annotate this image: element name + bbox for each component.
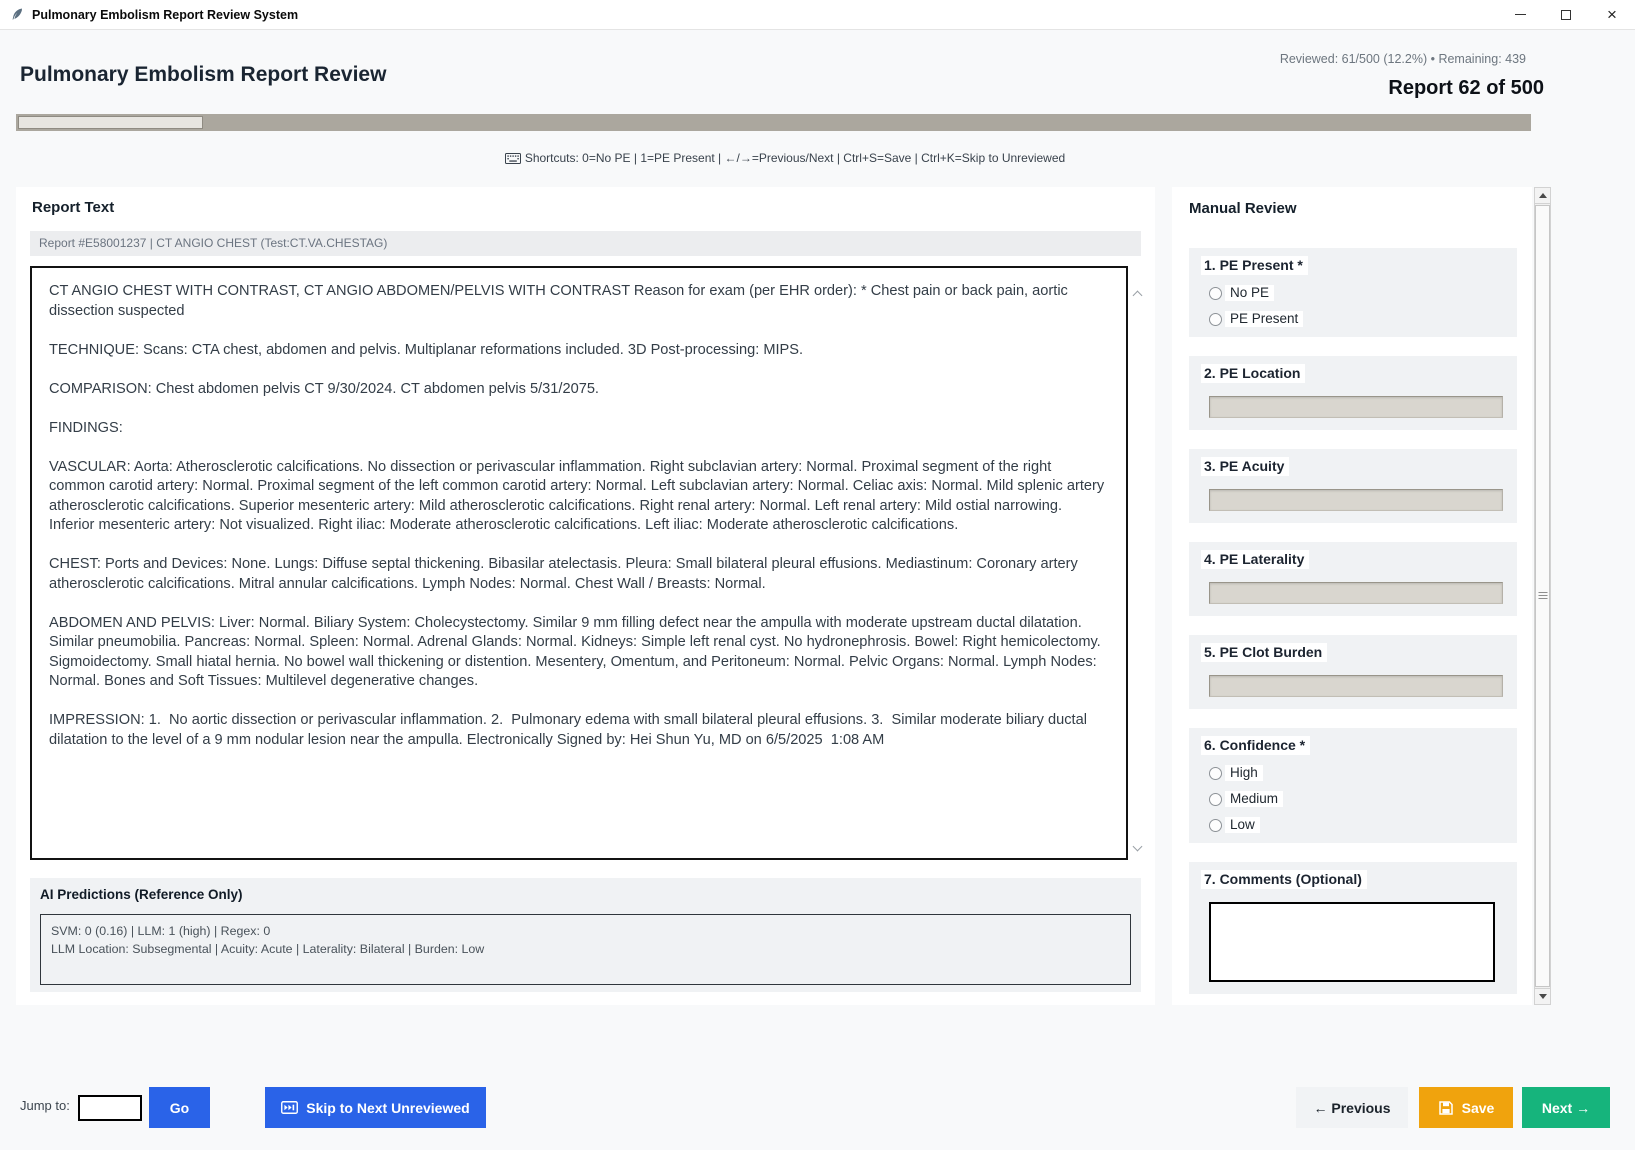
- section-label: 6. Confidence *: [1201, 736, 1310, 755]
- radio-icon[interactable]: [1209, 819, 1222, 832]
- keyboard-icon: [505, 153, 521, 164]
- section-pe-location: [1189, 356, 1517, 430]
- save-floppy-icon: [1438, 1100, 1454, 1116]
- go-button[interactable]: Go: [149, 1087, 210, 1128]
- report-panel: [16, 187, 1155, 1005]
- report-text-body[interactable]: [30, 266, 1128, 860]
- report-paragraph: CT ANGIO CHEST WITH CONTRAST, CT ANGIO ABDOMEN/PELVIS WITH CONTRAST Reason for exam (per EHR order): * Chest pain or back pain, aortic dissection suspected: [49, 283, 1072, 319]
- report-paragraph: FINDINGS:: [49, 419, 123, 436]
- section-pe-acuity: [1189, 449, 1517, 523]
- report-paragraph: COMPARISON: Chest abdomen pelvis CT 9/30/2024. CT abdomen pelvis 5/31/2075.: [49, 380, 599, 397]
- minimize-button[interactable]: [1497, 0, 1543, 29]
- maximize-button[interactable]: [1543, 0, 1589, 29]
- previous-button[interactable]: ← Previous: [1296, 1087, 1408, 1128]
- shortcuts-text: Shortcuts: 0=No PE | 1=PE Present | ←/→=Previous/Next | Ctrl+S=Save | Ctrl+K=Skip to Unreviewed: [524, 151, 1066, 165]
- scrollbar-up-button[interactable]: [1535, 188, 1550, 204]
- section-label: 4. PE Laterality: [1201, 550, 1309, 569]
- close-icon: ×: [1607, 5, 1617, 24]
- report-paragraph: TECHNIQUE: Scans: CTA chest, abdomen and pelvis. Multiplanar reformations included. 3D Post-processing: MIPS.: [49, 341, 804, 358]
- section-confidence: [1189, 728, 1517, 843]
- skip-to-next-unreviewed-button[interactable]: [265, 1087, 486, 1128]
- scrollbar-grip-icon: [1538, 592, 1547, 600]
- report-paragraph: CHEST: Ports and Devices: None. Lungs: Diffuse septal thickening. Bibasilar atelectasis. Pleura: Small bilateral pleural effusions. Mediastinum: Coronary artery atherosclerotic calcifications. Mitral annular calcifications. Lymph Nodes: Normal. Chest Wall / Breasts: Normal.: [49, 556, 1082, 592]
- section-pe-clot-burden: [1189, 635, 1517, 709]
- radio-option-high[interactable]: [1209, 765, 1505, 781]
- radio-label: Low: [1225, 817, 1260, 833]
- radio-option-medium[interactable]: [1209, 791, 1505, 807]
- manual-review-title: Manual Review: [1189, 200, 1297, 217]
- review-stats: Reviewed: 61/500 (12.2%) • Remaining: 439: [1279, 52, 1526, 66]
- window-title: Pulmonary Embolism Report Review System: [32, 7, 299, 22]
- report-counter: Report 62 of 500: [1388, 77, 1544, 99]
- scrollbar-down-button[interactable]: [1535, 988, 1550, 1004]
- radio-icon[interactable]: [1209, 313, 1222, 326]
- progress-bar-fill: [18, 116, 203, 129]
- radio-label: High: [1225, 765, 1263, 781]
- progress-bar: [16, 114, 1531, 131]
- ai-predictions-title: AI Predictions (Reference Only): [40, 887, 243, 902]
- scroll-down-icon[interactable]: [1133, 842, 1143, 852]
- radio-option-low[interactable]: [1209, 817, 1505, 833]
- jump-to-input[interactable]: [78, 1095, 142, 1121]
- radio-icon[interactable]: [1209, 767, 1222, 780]
- ai-predictions-box: [40, 914, 1131, 985]
- radio-label: No PE: [1225, 285, 1274, 301]
- skip-forward-icon: [281, 1101, 298, 1114]
- window-controls: [1497, 0, 1635, 29]
- section-label: 1. PE Present *: [1201, 256, 1308, 275]
- triangle-up-icon: [1539, 193, 1547, 198]
- ai-predictions-panel: [30, 878, 1141, 992]
- section-comments: [1189, 862, 1517, 994]
- section-label: 5. PE Clot Burden: [1201, 643, 1327, 662]
- pe-laterality-combobox[interactable]: [1209, 582, 1503, 604]
- scrollbar-thumb[interactable]: [1535, 205, 1550, 987]
- shortcuts-hint: [0, 151, 1570, 165]
- app-feather-icon: [10, 7, 24, 22]
- section-label: 7. Comments (Optional): [1201, 870, 1367, 889]
- section-pe-present: [1189, 248, 1517, 337]
- ai-prediction-line-1: SVM: 0 (0.16) | LLM: 1 (high) | Regex: 0: [51, 924, 271, 938]
- report-text-scrollbar[interactable]: [1130, 266, 1145, 860]
- report-paragraph: IMPRESSION: 1. No aortic dissection or perivascular inflammation. 2. Pulmonary edema with small bilateral pleural effusions. 3. Similar moderate biliary ductal dilatation to the level of a 9 mm nodular lesion near the ampulla. Electronically Signed by: Hei Shun Yu, MD on 6/5/2025 1:08 AM: [49, 712, 1092, 748]
- radio-label: Medium: [1225, 791, 1283, 807]
- report-paragraph: VASCULAR: Aorta: Atherosclerotic calcifications. No dissection or perivascular inflammation. Right subclavian artery: Normal. Proximal segment of the right common carotid artery: Normal. Proximal segment of the left common carotid artery: Normal. Left subclavian artery: Normal. Celiac axis: Normal. Mild splenic artery atherosclerotic calcifications. Superior mesenteric artery: Mild atherosclerotic calcifications. Right renal artery: Normal. Left renal artery: Mild ostial narrowing. Inferior mesenteric artery: Not visualized. Right iliac: Moderate atherosclerotic calcifications. Left iliac: Moderate atherosclerotic calcifications.: [49, 458, 1109, 533]
- next-button[interactable]: Next →: [1522, 1087, 1610, 1128]
- triangle-down-icon: [1539, 994, 1547, 999]
- minimize-icon: [1515, 14, 1526, 15]
- save-button-label: Save: [1461, 1099, 1495, 1116]
- report-meta-bar: Report #E58001237 | CT ANGIO CHEST (Test:CT.VA.CHESTAG): [30, 231, 1141, 256]
- section-pe-laterality: [1189, 542, 1517, 616]
- radio-icon[interactable]: [1209, 287, 1222, 300]
- ai-prediction-line-2: LLM Location: Subsegmental | Acuity: Acute | Laterality: Bilateral | Burden: Low: [51, 942, 485, 956]
- close-button[interactable]: [1589, 0, 1635, 29]
- manual-review-panel: [1172, 187, 1532, 1005]
- scroll-up-icon[interactable]: [1133, 291, 1143, 301]
- radio-label: PE Present: [1225, 311, 1303, 327]
- titlebar: [0, 0, 1635, 30]
- radio-option-pe-present[interactable]: [1209, 311, 1505, 327]
- sidebar-scrollbar[interactable]: [1534, 187, 1551, 1005]
- comments-textarea[interactable]: [1209, 902, 1495, 982]
- jump-to-label: Jump to:: [20, 1098, 70, 1113]
- section-label: 3. PE Acuity: [1201, 457, 1289, 476]
- report-panel-title: Report Text: [32, 199, 115, 216]
- radio-icon[interactable]: [1209, 793, 1222, 806]
- radio-option-no-pe[interactable]: [1209, 285, 1505, 301]
- pe-acuity-combobox[interactable]: [1209, 489, 1503, 511]
- pe-location-combobox[interactable]: [1209, 396, 1503, 418]
- skip-button-label: Skip to Next Unreviewed: [306, 1099, 470, 1116]
- save-button[interactable]: [1419, 1087, 1513, 1128]
- maximize-icon: [1561, 10, 1571, 20]
- report-paragraph: ABDOMEN AND PELVIS: Liver: Normal. Biliary System: Cholecystectomy. Similar 9 mm filling defect near the ampulla with moderate upstream ductal dilatation. Similar pneumobilia. Pancreas: Normal. Spleen: Normal. Adrenal Glands: Normal. Kidneys: Simple left renal cyst. No hydronephrosis. Bowel: Right hemicolectomy. Sigmoidectomy. Small hiatal hernia. No bowel wall thickening or distention. Mesentery, Omentum, and Peritoneum: Normal. Pelvic Organs: Normal. Lymph Nodes: Normal. Bones and Soft Tissues: Multilevel degenerative changes.: [49, 614, 1105, 689]
- pe-clot-burden-combobox[interactable]: [1209, 675, 1503, 697]
- page-title: Pulmonary Embolism Report Review: [20, 63, 387, 86]
- section-label: 2. PE Location: [1201, 364, 1305, 383]
